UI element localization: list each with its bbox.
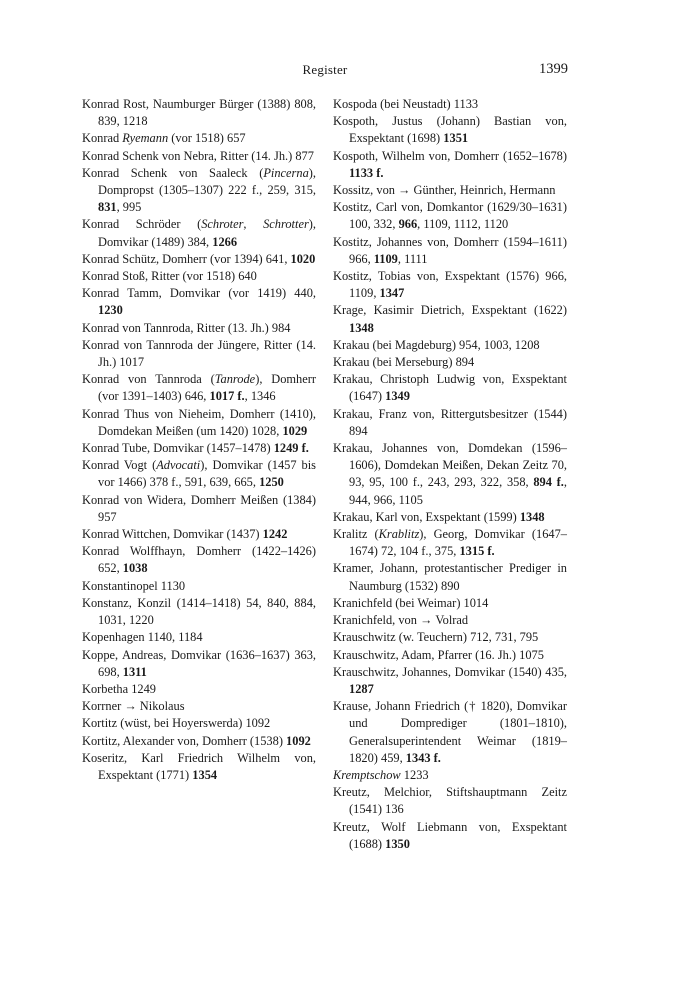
- index-entry: Krause, Johann Friedrich († 1820), Domvikar und Domprediger (1801–1810), Generalsuperintendent Weimar (1819–1820) 459, 1343 f.: [333, 699, 567, 765]
- index-entry: Kramer, Johann, protestantischer Prediger in Naumburg (1532) 890: [333, 561, 567, 593]
- index-entry: Krakau, Karl von, Exspektant (1599) 1348: [333, 509, 545, 524]
- index-entry: Krakau (bei Merseburg) 894: [333, 355, 475, 370]
- index-entry: Kostitz, Johannes von, Domherr (1594–1611) 966, 1109, 1111: [333, 234, 567, 266]
- index-entry: Konrad Vogt (Advocati), Domvikar (1457 bis vor 1466) 378 f., 591, 639, 665, 1250: [82, 458, 316, 490]
- index-column-left: [82, 96, 316, 784]
- index-entry: Konrad Schröder (Schroter, Schrotter), Domvikar (1489) 384, 1266: [82, 217, 316, 249]
- index-entry: Konrad Rost, Naumburger Bürger (1388) 808, 839, 1218: [82, 97, 316, 129]
- index-entry: Koppe, Andreas, Domvikar (1636–1637) 363, 698, 1311: [82, 647, 316, 679]
- index-entry: Kremptschow 1233: [333, 767, 429, 782]
- index-entry: Konrad von Widera, Domherr Meißen (1384) 957: [82, 492, 316, 524]
- index-entry: Konrad Stoß, Ritter (vor 1518) 640: [82, 269, 257, 284]
- index-entry: Krakau, Johannes von, Domdekan (1596–1606), Domdekan Meißen, Dekan Zeitz 70, 93, 95, 100 f., 243, 293, 322, 358, 894 f., 944, 966, 1105: [333, 441, 567, 507]
- index-entry: Korrner → Nikolaus: [82, 699, 185, 714]
- index-entry: Kospoth, Justus (Johann) Bastian von, Exspektant (1698) 1351: [333, 114, 567, 146]
- index-entry: Krauschwitz (w. Teuchern) 712, 731, 795: [333, 630, 539, 645]
- index-entry: Krage, Kasimir Dietrich, Exspektant (1622) 1348: [333, 303, 567, 335]
- index-entry: Kralitz (Krablitz), Georg, Domvikar (1647–1674) 72, 104 f., 375, 1315 f.: [333, 527, 568, 559]
- index-entry: Kreutz, Melchior, Stiftshauptmann Zeitz (1541) 136: [333, 785, 567, 817]
- index-entry: Kortitz, Alexander von, Domherr (1538) 1092: [82, 733, 311, 748]
- index-entry: Krauschwitz, Adam, Pfarrer (16. Jh.) 1075: [333, 647, 544, 662]
- index-entry: Kostitz, Carl von, Domkantor (1629/30–1631) 100, 332, 966, 1109, 1112, 1120: [333, 200, 567, 232]
- index-entry: Kospoda (bei Neustadt) 1133: [333, 97, 479, 111]
- index-entry: Kostitz, Tobias von, Exspektant (1576) 966, 1109, 1347: [333, 269, 567, 301]
- index-entry: Konrad Wolffhayn, Domherr (1422–1426) 652, 1038: [82, 544, 316, 576]
- index-entry: Konrad Schenk von Nebra, Ritter (14. Jh.) 877: [82, 148, 314, 163]
- running-head: Register: [302, 62, 348, 77]
- index-entry: Konrad Schenk von Saaleck (Pincerna), Dompropst (1305–1307) 222 f., 259, 315, 831, 995: [82, 165, 316, 215]
- index-entry: Konstantinopel 1130: [82, 578, 186, 593]
- index-entry: Kossitz, von → Günther, Heinrich, Hermann: [333, 183, 556, 198]
- index-entry: Korbetha 1249: [82, 681, 156, 696]
- index-entry: Kortitz (wüst, bei Hoyerswerda) 1092: [82, 716, 271, 731]
- index-entry: Konrad von Tannroda, Ritter (13. Jh.) 984: [82, 320, 291, 335]
- index-entry: Konrad von Tannroda (Tanrode), Domherr (vor 1391–1403) 646, 1017 f., 1346: [82, 372, 316, 404]
- index-entry: Krauschwitz, Johannes, Domvikar (1540) 435, 1287: [333, 664, 567, 696]
- index-entry: Konrad Thus von Nieheim, Domherr (1410), Domdekan Meißen (um 1420) 1028, 1029: [82, 406, 316, 438]
- index-entry: Krakau, Christoph Ludwig von, Exspektant (1647) 1349: [333, 372, 567, 404]
- index-entry: Konrad Wittchen, Domvikar (1437) 1242: [82, 527, 288, 542]
- index-entry: Kranichfeld (bei Weimar) 1014: [333, 595, 489, 610]
- index-entry: Konrad Schütz, Domherr (vor 1394) 641, 1020: [82, 251, 316, 266]
- index-entry: Krakau (bei Magdeburg) 954, 1003, 1208: [333, 337, 540, 352]
- page-number: 1399: [539, 61, 568, 77]
- index-entry: Konrad von Tannroda der Jüngere, Ritter (14. Jh.) 1017: [82, 337, 316, 370]
- index-entry: Konrad Ryemann (vor 1518) 657: [82, 131, 246, 146]
- index-entry: Krakau, Franz von, Rittergutsbesitzer (1544) 894: [333, 406, 567, 438]
- index-entry: Konstanz, Konzil (1414–1418) 54, 840, 884, 1031, 1220: [82, 595, 316, 628]
- index-column-right: [333, 96, 567, 853]
- index-entry: Kospoth, Wilhelm von, Domherr (1652–1678) 1133 f.: [333, 148, 567, 180]
- page-header: [82, 62, 568, 82]
- index-entry: Kopenhagen 1140, 1184: [82, 630, 203, 645]
- index-entry: Koseritz, Karl Friedrich Wilhelm von, Exspektant (1771) 1354: [82, 750, 316, 782]
- index-entry: Konrad Tube, Domvikar (1457–1478) 1249 f.: [82, 441, 309, 456]
- index-entry: Kreutz, Wolf Liebmann von, Exspektant (1688) 1350: [333, 819, 567, 851]
- index-entry: Kranichfeld, von → Volrad: [333, 613, 469, 628]
- index-entry: Konrad Tamm, Domvikar (vor 1419) 440, 1230: [82, 286, 316, 318]
